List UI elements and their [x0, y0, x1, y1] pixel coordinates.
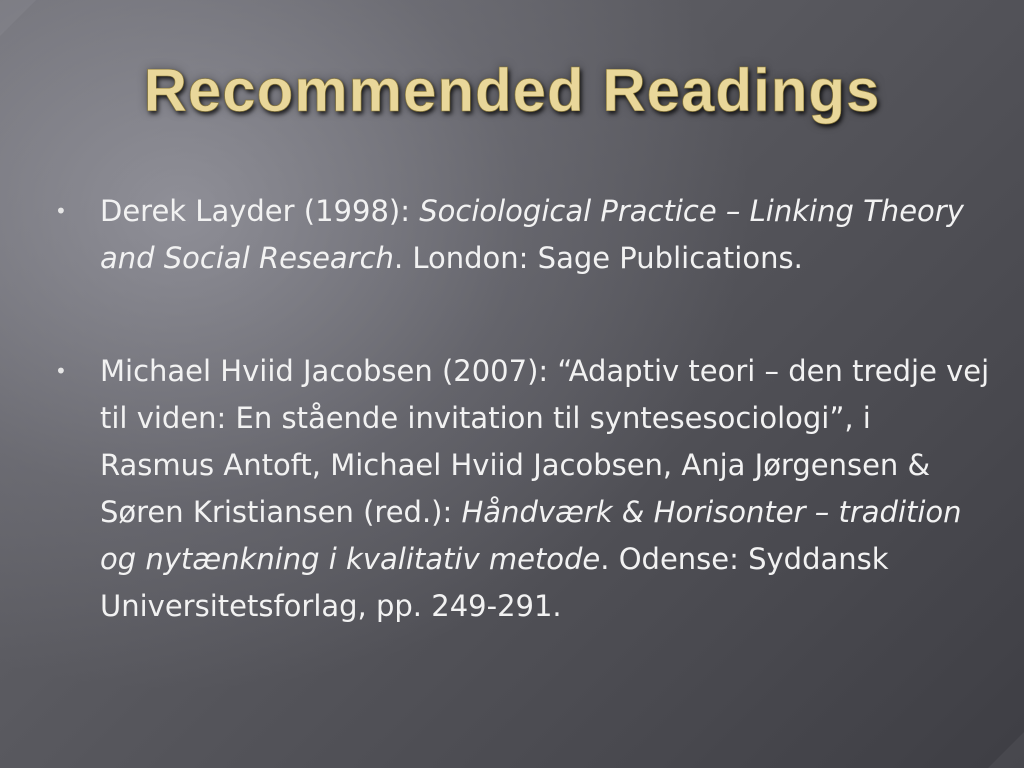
reference-book-title: Sociological Practice – Linking Theory and Social Research — [100, 194, 964, 275]
reference-publisher: . Odense: Syddansk Universitetsforlag, pp. 249-291. — [100, 542, 889, 623]
slide-title: Recommended Readings — [143, 57, 881, 124]
reference-item — [52, 348, 992, 630]
reference-author-year: Derek Layder (1998): — [100, 194, 420, 228]
corner-decoration — [0, 0, 36, 36]
corner-decoration — [988, 732, 1024, 768]
reference-item — [52, 188, 992, 282]
reference-list — [52, 188, 992, 630]
reference-author-chapter: Michael Hviid Jacobsen (2007): “Adaptiv teori – den tredje vej til viden: En stående invitation til syntesesociologi”, i Rasmus Antoft, Michael Hviid Jacobsen, Anja Jørgensen & Søren Kristiansen (red.): — [100, 354, 990, 529]
reference-publisher: . London: Sage Publications. — [393, 241, 803, 275]
reference-book-title: Håndværk & Horisonter – tradition og nytænkning i kvalitativ metode — [100, 495, 962, 576]
bullet-icon: • — [55, 359, 67, 383]
bullet-icon: • — [55, 199, 67, 223]
